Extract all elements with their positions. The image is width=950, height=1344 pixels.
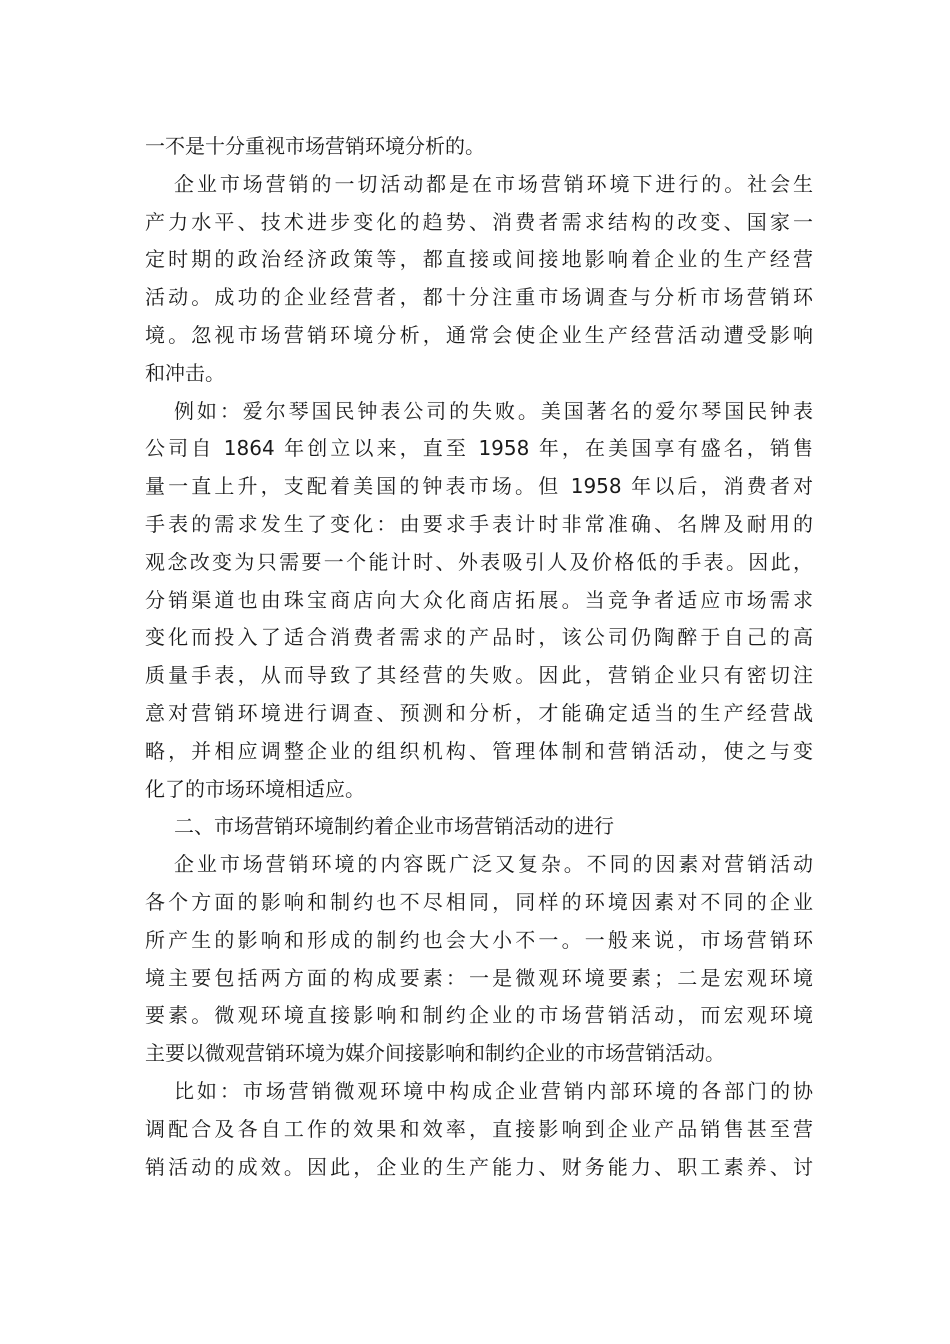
text-line: 比如：市场营销微观环境中构成企业营销内部环境的各部门的协: [174, 1078, 813, 1103]
text-line: 企业市场营销的一切活动都是在市场营销环境下进行的。社会生: [174, 171, 813, 196]
text-line: 观念改变为只需要一个能计时、外表吸引人及价格低的手表。因此，: [145, 549, 813, 574]
text-line: 意对营销环境进行调查、预测和分析，才能确定适当的生产经营战: [145, 700, 813, 725]
text-line: 分销渠道也由珠宝商店向大众化商店拓展。当竞争者适应市场需求: [145, 587, 813, 612]
text-line: 手表的需求发生了变化：由要求手表计时非常准确、名牌及耐用的: [145, 511, 813, 536]
text-line: 产力水平、技术进步变化的趋势、消费者需求结构的改变、国家一: [145, 209, 813, 234]
text-line: 境。忽视市场营销环境分析，通常会使企业生产经营活动遭受影响: [145, 322, 813, 347]
text-line: 调配合及各自工作的效果和效率，直接影响到企业产品销售甚至营: [145, 1116, 813, 1141]
text-line: 公司自 1864 年创立以来，直至 1958 年，在美国享有盛名，销售: [145, 436, 813, 461]
text-line: 主要以微观营销环境为媒介间接影响和制约企业的市场营销活动。: [145, 1041, 725, 1066]
text-line: 质量手表，从而导致了其经营的失败。因此，营销企业只有密切注: [145, 663, 813, 688]
text-line: 量一直上升，支配着美国的钟表市场。但 1958 年以后，消费者对: [145, 474, 813, 499]
text-line: 境主要包括两方面的构成要素：一是微观环境要素；二是宏观环境: [145, 965, 813, 990]
text-line: 和冲击。: [145, 360, 225, 385]
text-line: 二、市场营销环境制约着企业市场营销活动的进行: [174, 814, 614, 839]
text-line: 各个方面的影响和制约也不尽相同，同样的环境因素对不同的企业: [145, 889, 813, 914]
text-line: 要素。微观环境直接影响和制约企业的市场营销活动，而宏观环境: [145, 1003, 813, 1028]
body-text: [145, 128, 813, 1186]
text-line: 所产生的影响和形成的制约也会大小不一。一般来说，市场营销环: [145, 927, 813, 952]
text-line: 变化而投入了适合消费者需求的产品时，该公司仍陶醉于自己的高: [145, 625, 813, 650]
text-line: 活动。成功的企业经营者，都十分注重市场调查与分析市场营销环: [145, 285, 813, 310]
text-line: 定时期的政治经济政策等，都直接或间接地影响着企业的生产经营: [145, 247, 813, 272]
text-line: 化了的市场环境相适应。: [145, 776, 365, 801]
text-line: 一不是十分重视市场营销环境分析的。: [145, 134, 485, 158]
text-line: 销活动的成效。因此，企业的生产能力、财务能力、职工素养、讨: [145, 1154, 813, 1179]
text-line: 例如：爱尔琴国民钟表公司的失败。美国著名的爱尔琴国民钟表: [174, 398, 813, 423]
text-line: 略，并相应调整企业的组织机构、管理体制和营销活动，使之与变: [145, 738, 813, 763]
text-line: 企业市场营销环境的内容既广泛又复杂。不同的因素对营销活动: [174, 852, 813, 877]
